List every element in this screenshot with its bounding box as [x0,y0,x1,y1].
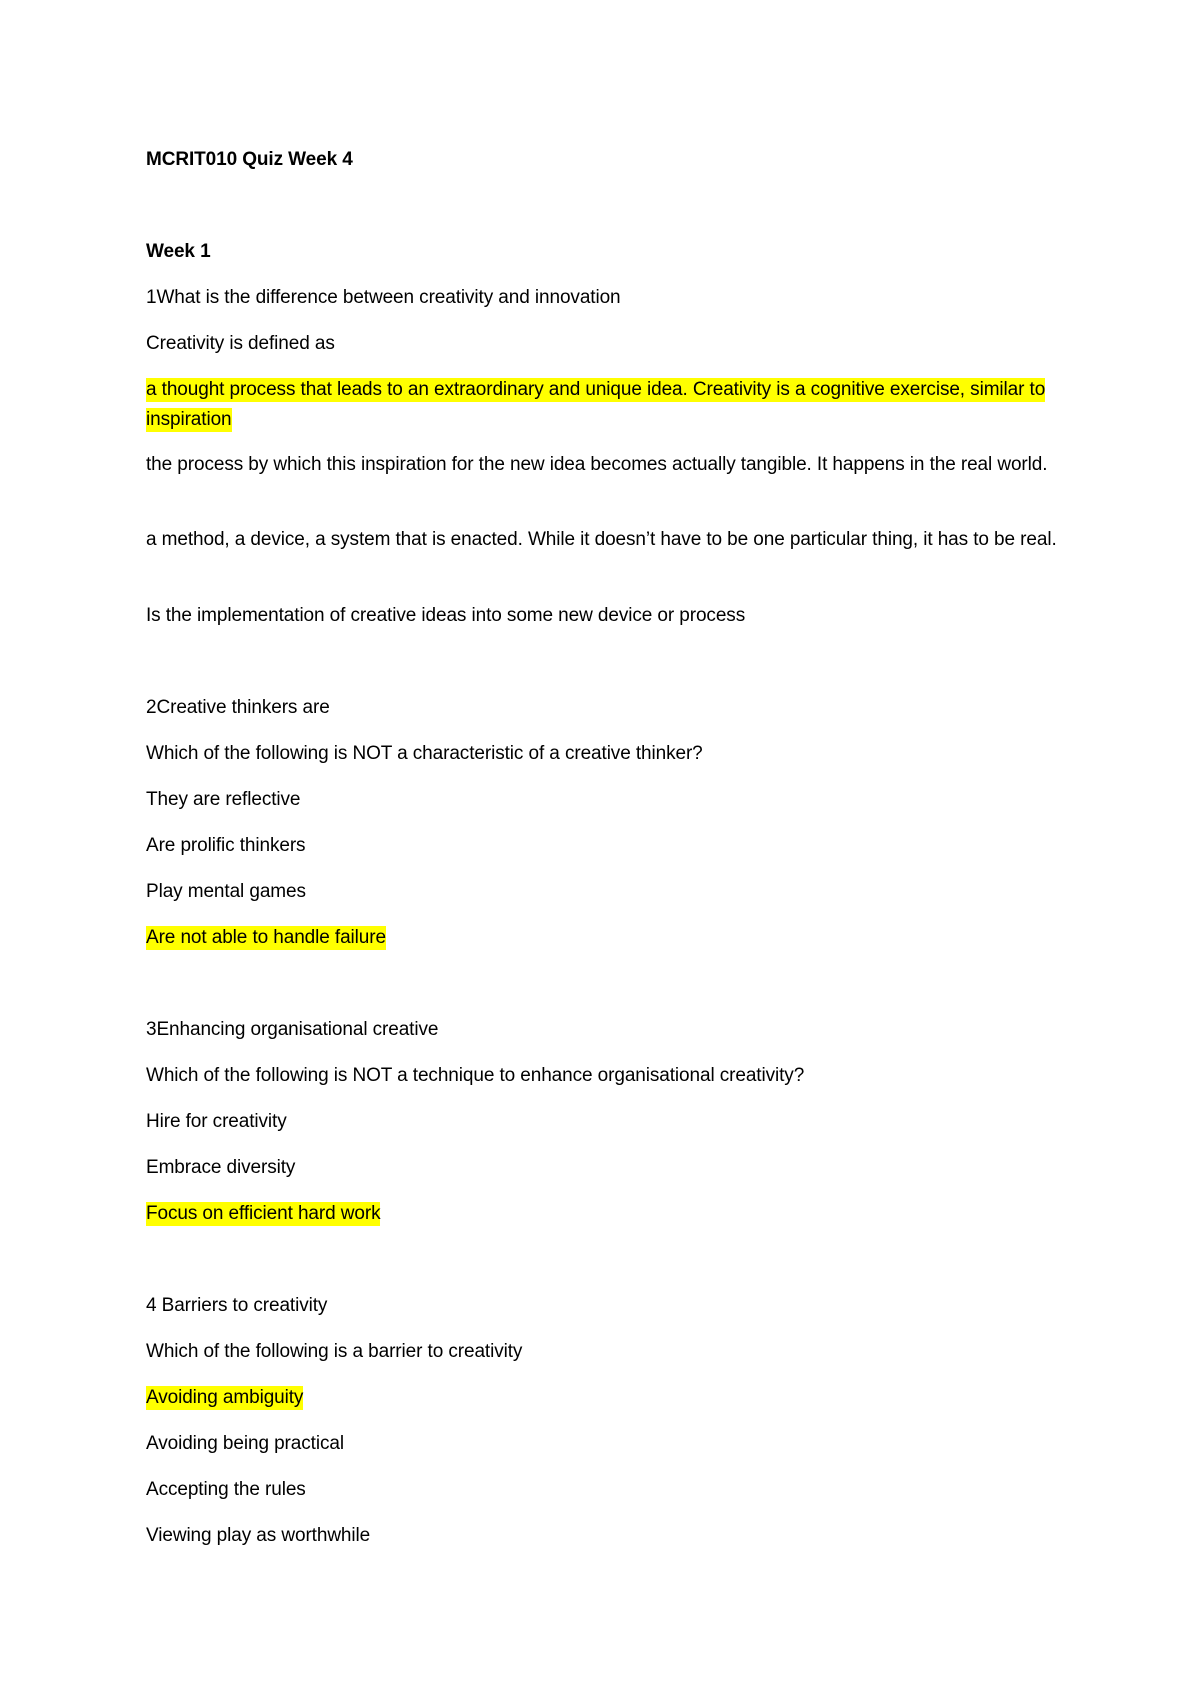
highlighted-answer: Focus on efficient hard work [146,1203,381,1224]
question-3-option-1: Hire for creativity [146,1111,287,1132]
question-3-option-2: Embrace diversity [146,1157,296,1178]
question-1-heading: 1What is the difference between creativity and innovation [146,287,621,308]
question-1-option-1 [146,375,1061,435]
question-2-prompt: Which of the following is NOT a characteristic of a creative thinker? [146,743,703,764]
highlighted-answer: Avoiding ambiguity [146,1387,304,1408]
question-4-heading: 4 Barriers to creativity [146,1295,328,1316]
question-3-option-3 [146,1199,380,1229]
question-4-option-4: Viewing play as worthwhile [146,1525,371,1546]
question-1-prompt: Creativity is defined as [146,333,335,354]
question-3-prompt: Which of the following is NOT a technique to enhance organisational creativity? [146,1065,805,1086]
question-2-option-3: Play mental games [146,881,306,902]
question-1-option-2: the process by which this inspiration for the new idea becomes actually tangible. It happens in the real world. [146,454,1048,475]
question-2-option-1: They are reflective [146,789,301,810]
question-4-option-1 [146,1383,303,1413]
question-2-option-2: Are prolific thinkers [146,835,306,856]
question-1-option-3: a method, a device, a system that is enacted. While it doesn’t have to be one particular thing, it has to be real. [146,529,1057,550]
question-4-option-2: Avoiding being practical [146,1433,344,1454]
question-1-option-4: Is the implementation of creative ideas into some new device or process [146,605,746,626]
highlighted-answer: Are not able to handle failure [146,927,386,948]
question-2-option-4 [146,923,386,953]
question-4-option-3: Accepting the rules [146,1479,306,1500]
question-3-heading: 3Enhancing organisational creative [146,1019,439,1040]
week-heading: Week 1 [146,241,211,262]
question-4-prompt: Which of the following is a barrier to creativity [146,1341,523,1362]
question-2-heading: 2Creative thinkers are [146,697,330,718]
document-title: MCRIT010 Quiz Week 4 [146,149,353,170]
highlighted-answer: a thought process that leads to an extraordinary and unique idea. Creativity is a cognitive exercise, similar to inspiration [146,379,1046,430]
